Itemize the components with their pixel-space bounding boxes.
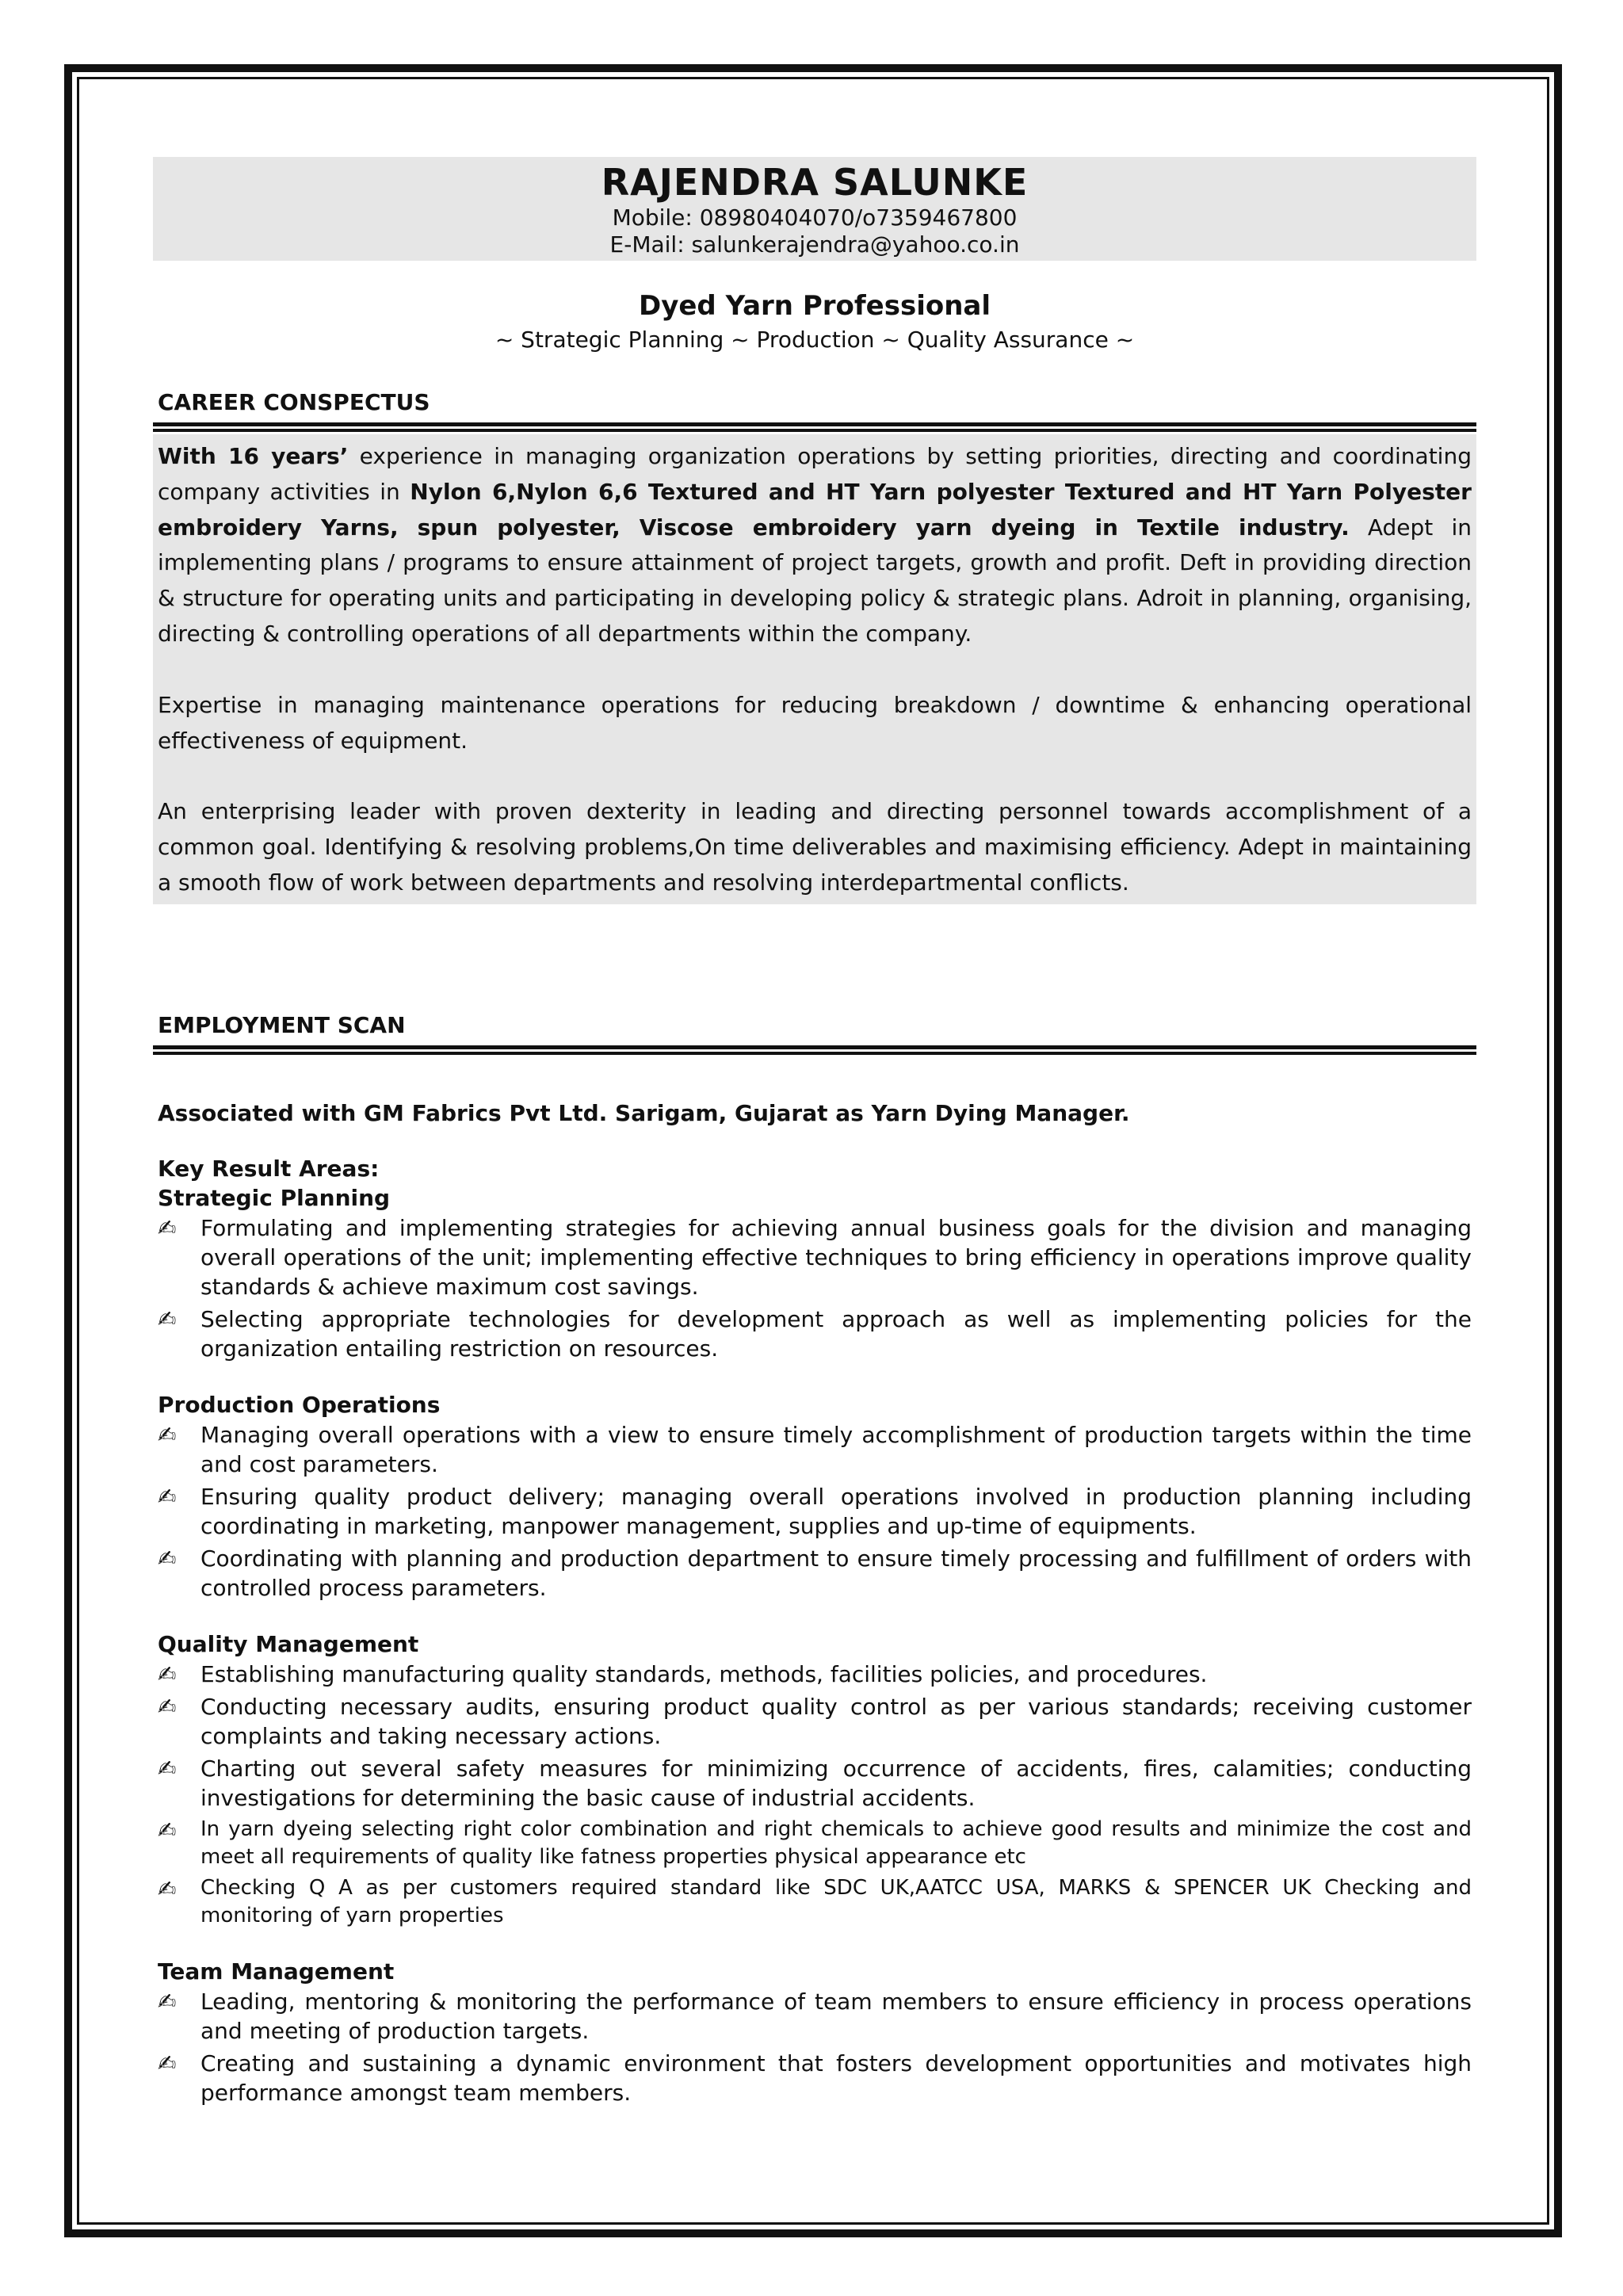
career-conspectus-heading: CAREER CONSPECTUS <box>158 389 430 415</box>
career-text: Adept in implementing plans / programs to ensure attainment of project targets, growth and profit. Deft in providing direction & structure for operating units and participating in developing policy & strategic plans. Adroit in planning, organising, directing & controlling operations of all departments within the company. <box>158 514 1472 647</box>
header-box <box>153 157 1476 261</box>
career-paragraph-1 <box>158 439 1472 652</box>
list-item: ✍ Selecting appropriate technologies for development approach as well as implementing policies for the organization entailing restriction on resources. <box>158 1305 1472 1362</box>
writing-hand-icon: ✍ <box>158 1421 177 1448</box>
list-item: ✍ Establishing manufacturing quality standards, methods, facilities policies, and procedures. <box>158 1660 1208 1687</box>
quality-management-list <box>153 1660 1476 1930</box>
production-operations-heading: Production Operations <box>158 1391 441 1418</box>
email-address: E-Mail: salunkerajendra@yahoo.co.in <box>609 231 1020 258</box>
section-divider <box>153 422 1476 432</box>
list-item: ✍ Conducting necessary audits, ensuring product quality control as per various standards; receiving customer complaints and taking necessary actions. <box>158 1693 1472 1749</box>
writing-hand-icon: ✍ <box>158 1988 177 2015</box>
quality-management-heading: Quality Management <box>158 1630 419 1657</box>
writing-hand-icon: ✍ <box>158 1817 177 1843</box>
specialization-highlight: Nylon 6,Nylon 6,6 Textured and HT Yarn polyester Textured and HT Yarn Polyester embroidery Yarns, spun polyester, Viscose embroidery yarn dyeing in Textile industry. <box>158 478 1472 541</box>
resume-content <box>153 157 1476 2111</box>
list-item: ✍ In yarn dyeing selecting right color combination and right chemicals to achieve good results and minimize the cost and meet all requirements of quality like fatness properties physical appearance etc <box>158 1817 1472 1869</box>
writing-hand-icon: ✍ <box>158 1305 177 1332</box>
strategic-planning-heading: Strategic Planning <box>158 1184 391 1211</box>
key-result-areas-heading: Key Result Areas: <box>158 1155 380 1182</box>
writing-hand-icon: ✍ <box>158 1755 177 1782</box>
team-management-list <box>153 1987 1476 2107</box>
mobile-number: Mobile: 08980404070/o7359467800 <box>612 204 1018 231</box>
list-item: ✍ Checking Q A as per customers required standard like SDC UK,AATCC USA, MARKS & SPENCER UK Checking and monitoring of yarn properties <box>158 1875 1472 1927</box>
list-item: ✍ Ensuring quality product delivery; managing overall operations involved in production planning including coordinating in marketing, manpower management, supplies and up-time of equipments. <box>158 1483 1472 1539</box>
writing-hand-icon: ✍ <box>158 1545 177 1572</box>
team-management-heading: Team Management <box>158 1958 395 1985</box>
writing-hand-icon: ✍ <box>158 1875 177 1902</box>
list-item: ✍ Managing overall operations with a view to ensure timely accomplishment of production targets within the time and cost parameters. <box>158 1421 1472 1477</box>
career-text: experience in managing organization operations by setting priorities, directing and coordinating company activities in <box>158 443 1472 505</box>
list-item: ✍ Coordinating with planning and production department to ensure timely processing and fulfillment of orders with controlled process parameters. <box>158 1545 1472 1601</box>
writing-hand-icon: ✍ <box>158 1660 177 1687</box>
tagline: ~ Strategic Planning ~ Production ~ Quality Assurance ~ <box>495 327 1135 353</box>
writing-hand-icon: ✍ <box>158 2050 177 2076</box>
professional-title: Dyed Yarn Professional <box>638 290 991 322</box>
candidate-name: RAJENDRA SALUNKE <box>601 161 1029 204</box>
experience-highlight: With 16 years’ <box>158 443 349 469</box>
list-item: ✍ Formulating and implementing strategies for achieving annual business goals for the division and managing overall operations of the unit; implementing effective techniques to bring efficiency in operations improve quality standards & achieve maximum cost savings. <box>158 1214 1472 1300</box>
list-item: ✍ Creating and sustaining a dynamic environment that fosters development opportunities and motivates high performance amongst team members. <box>158 2050 1472 2106</box>
writing-hand-icon: ✍ <box>158 1214 177 1241</box>
strategic-planning-list <box>153 1213 1476 1363</box>
production-operations-list <box>153 1420 1476 1603</box>
writing-hand-icon: ✍ <box>158 1483 177 1510</box>
career-paragraph-2: Expertise in managing maintenance operations for reducing breakdown / downtime & enhancing operational effectiveness of equipment. <box>158 691 1472 754</box>
current-association: Associated with GM Fabrics Pvt Ltd. Sarigam, Gujarat as Yarn Dying Manager. <box>158 1099 1130 1126</box>
section-divider <box>153 1045 1476 1055</box>
career-summary <box>153 434 1476 904</box>
employment-scan-heading: EMPLOYMENT SCAN <box>158 1011 406 1038</box>
list-item: ✍ Charting out several safety measures for minimizing occurrence of accidents, fires, calamities; conducting investigations for determining the basic cause of industrial accidents. <box>158 1755 1472 1811</box>
list-item: ✍ Leading, mentoring & monitoring the performance of team members to ensure efficiency in process operations and meeting of production targets. <box>158 1988 1472 2044</box>
career-paragraph-3: An enterprising leader with proven dexterity in leading and directing personnel towards accomplishment of a common goal. Identifying & resolving problems,On time deliverables and maximising efficiency. Adept in maintaining a smooth flow of work between departments and resolving interdepartmental conflicts. <box>158 798 1472 896</box>
writing-hand-icon: ✍ <box>158 1693 177 1720</box>
